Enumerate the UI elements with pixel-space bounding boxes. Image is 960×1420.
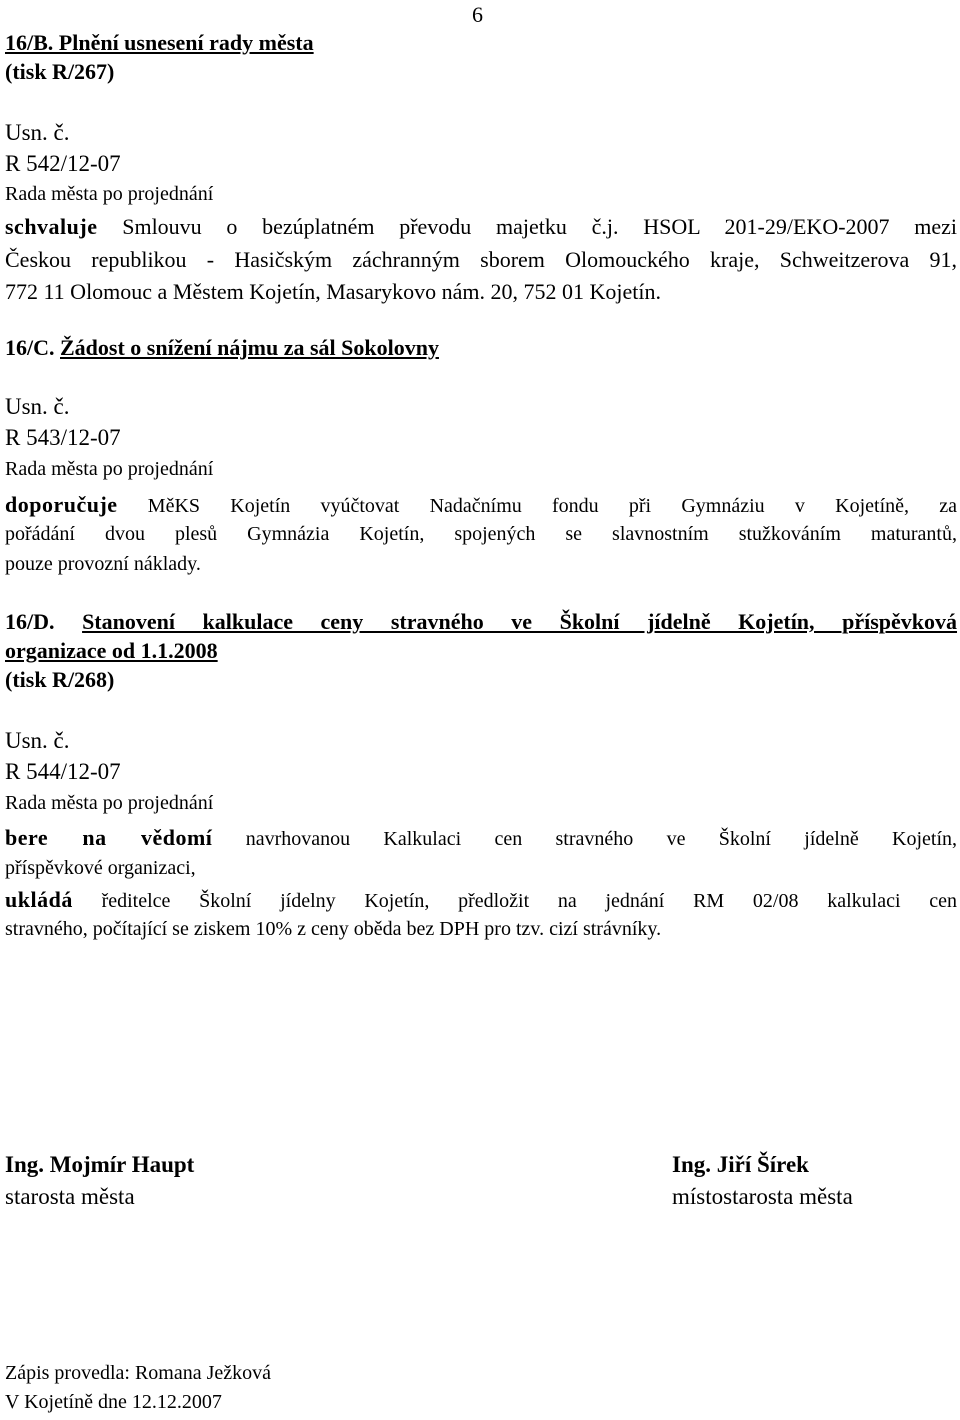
signature-left-role: starosta města bbox=[5, 1184, 135, 1209]
section-16c-heading bbox=[5, 335, 439, 361]
section-16d-verb2-line-1 bbox=[5, 887, 957, 913]
section-16b-print-ref: (tisk R/267) bbox=[5, 59, 115, 84]
section-16d-verb2: ukládá bbox=[5, 887, 73, 912]
section-16d-council: Rada města po projednání bbox=[5, 792, 214, 814]
section-16d-verb1: bere na vědomí bbox=[5, 825, 213, 850]
section-16c-verb: doporučuje bbox=[5, 492, 118, 517]
section-16c-number: 16/C. bbox=[5, 335, 55, 360]
section-16c-line-2: pořádání dvou plesů Gymnázia Kojetín, spojených se slavnostním stužkováním maturantů, bbox=[5, 523, 957, 545]
section-16d-verb1-line-2: příspěvkové organizaci, bbox=[5, 857, 196, 879]
section-16d-verb2-text-1: ředitelce Školní jídelny Kojetín, předložit na jednání RM 02/08 kalkulaci cen bbox=[101, 890, 957, 912]
document-date: V Kojetíně dne 12.12.2007 bbox=[5, 1391, 222, 1413]
section-16b-usn-label: Usn. č. bbox=[5, 120, 70, 145]
section-16c-usn-label: Usn. č. bbox=[5, 394, 70, 419]
section-16d-heading-line-2: organizace od 1.1.2008 bbox=[5, 638, 218, 663]
signature-right-name: Ing. Jiří Šírek bbox=[672, 1152, 809, 1177]
section-16d-title-1: Stanovení kalkulace ceny stravného ve Školní jídelně Kojetín, příspěvková bbox=[82, 609, 958, 634]
signature-right-role: místostarosta města bbox=[672, 1184, 853, 1209]
section-16d-print-ref: (tisk R/268) bbox=[5, 667, 115, 692]
section-16d-verb2-line-2: stravného, počítající se ziskem 10% z ceny oběda bez DPH pro tzv. cizí strávníky. bbox=[5, 918, 662, 940]
section-16d-verb1-text-1: navrhovanou Kalkulaci cen stravného ve Školní jídelně Kojetín, bbox=[245, 828, 958, 850]
page-number: 6 bbox=[472, 2, 483, 27]
section-16c-council: Rada města po projednání bbox=[5, 458, 214, 480]
section-16d-verb1-line-1 bbox=[5, 825, 957, 851]
section-16b-heading: 16/B. Plnění usnesení rady města bbox=[5, 30, 314, 55]
section-16b-verb: schvaluje bbox=[5, 214, 98, 239]
section-16b-text-1: Smlouvu o bezúplatném převodu majetku č.j. HSOL 201-29/EKO-2007 mezi bbox=[122, 214, 957, 239]
recorded-by: Zápis provedla: Romana Ježková bbox=[5, 1362, 272, 1384]
section-16c-resolution-number: R 543/12-07 bbox=[5, 425, 121, 450]
section-16b-line-3: 772 11 Olomouc a Městem Kojetín, Masarykovo nám. 20, 752 01 Kojetín. bbox=[5, 279, 662, 304]
section-16b-council: Rada města po projednání bbox=[5, 183, 214, 205]
section-16c-line-1 bbox=[5, 492, 957, 518]
section-16d-resolution-number: R 544/12-07 bbox=[5, 759, 121, 784]
section-16b-resolution-number: R 542/12-07 bbox=[5, 151, 121, 176]
section-16d-usn-label: Usn. č. bbox=[5, 728, 70, 753]
section-16b-line-1 bbox=[5, 214, 957, 240]
section-16c-text-1: MěKS Kojetín vyúčtovat Nadačnímu fondu při Gymnáziu v Kojetíně, za bbox=[147, 495, 957, 517]
section-16c-title: Žádost o snížení nájmu za sál Sokolovny bbox=[60, 335, 439, 360]
section-16c-line-3: pouze provozní náklady. bbox=[5, 553, 201, 575]
section-16d-number: 16/D. bbox=[5, 609, 55, 634]
signature-left-name: Ing. Mojmír Haupt bbox=[5, 1152, 195, 1177]
section-16d-heading-line-1 bbox=[5, 609, 957, 635]
section-16b-line-2: Českou republikou - Hasičským záchranným sborem Olomouckého kraje, Schweitzerova 91, bbox=[5, 247, 957, 272]
